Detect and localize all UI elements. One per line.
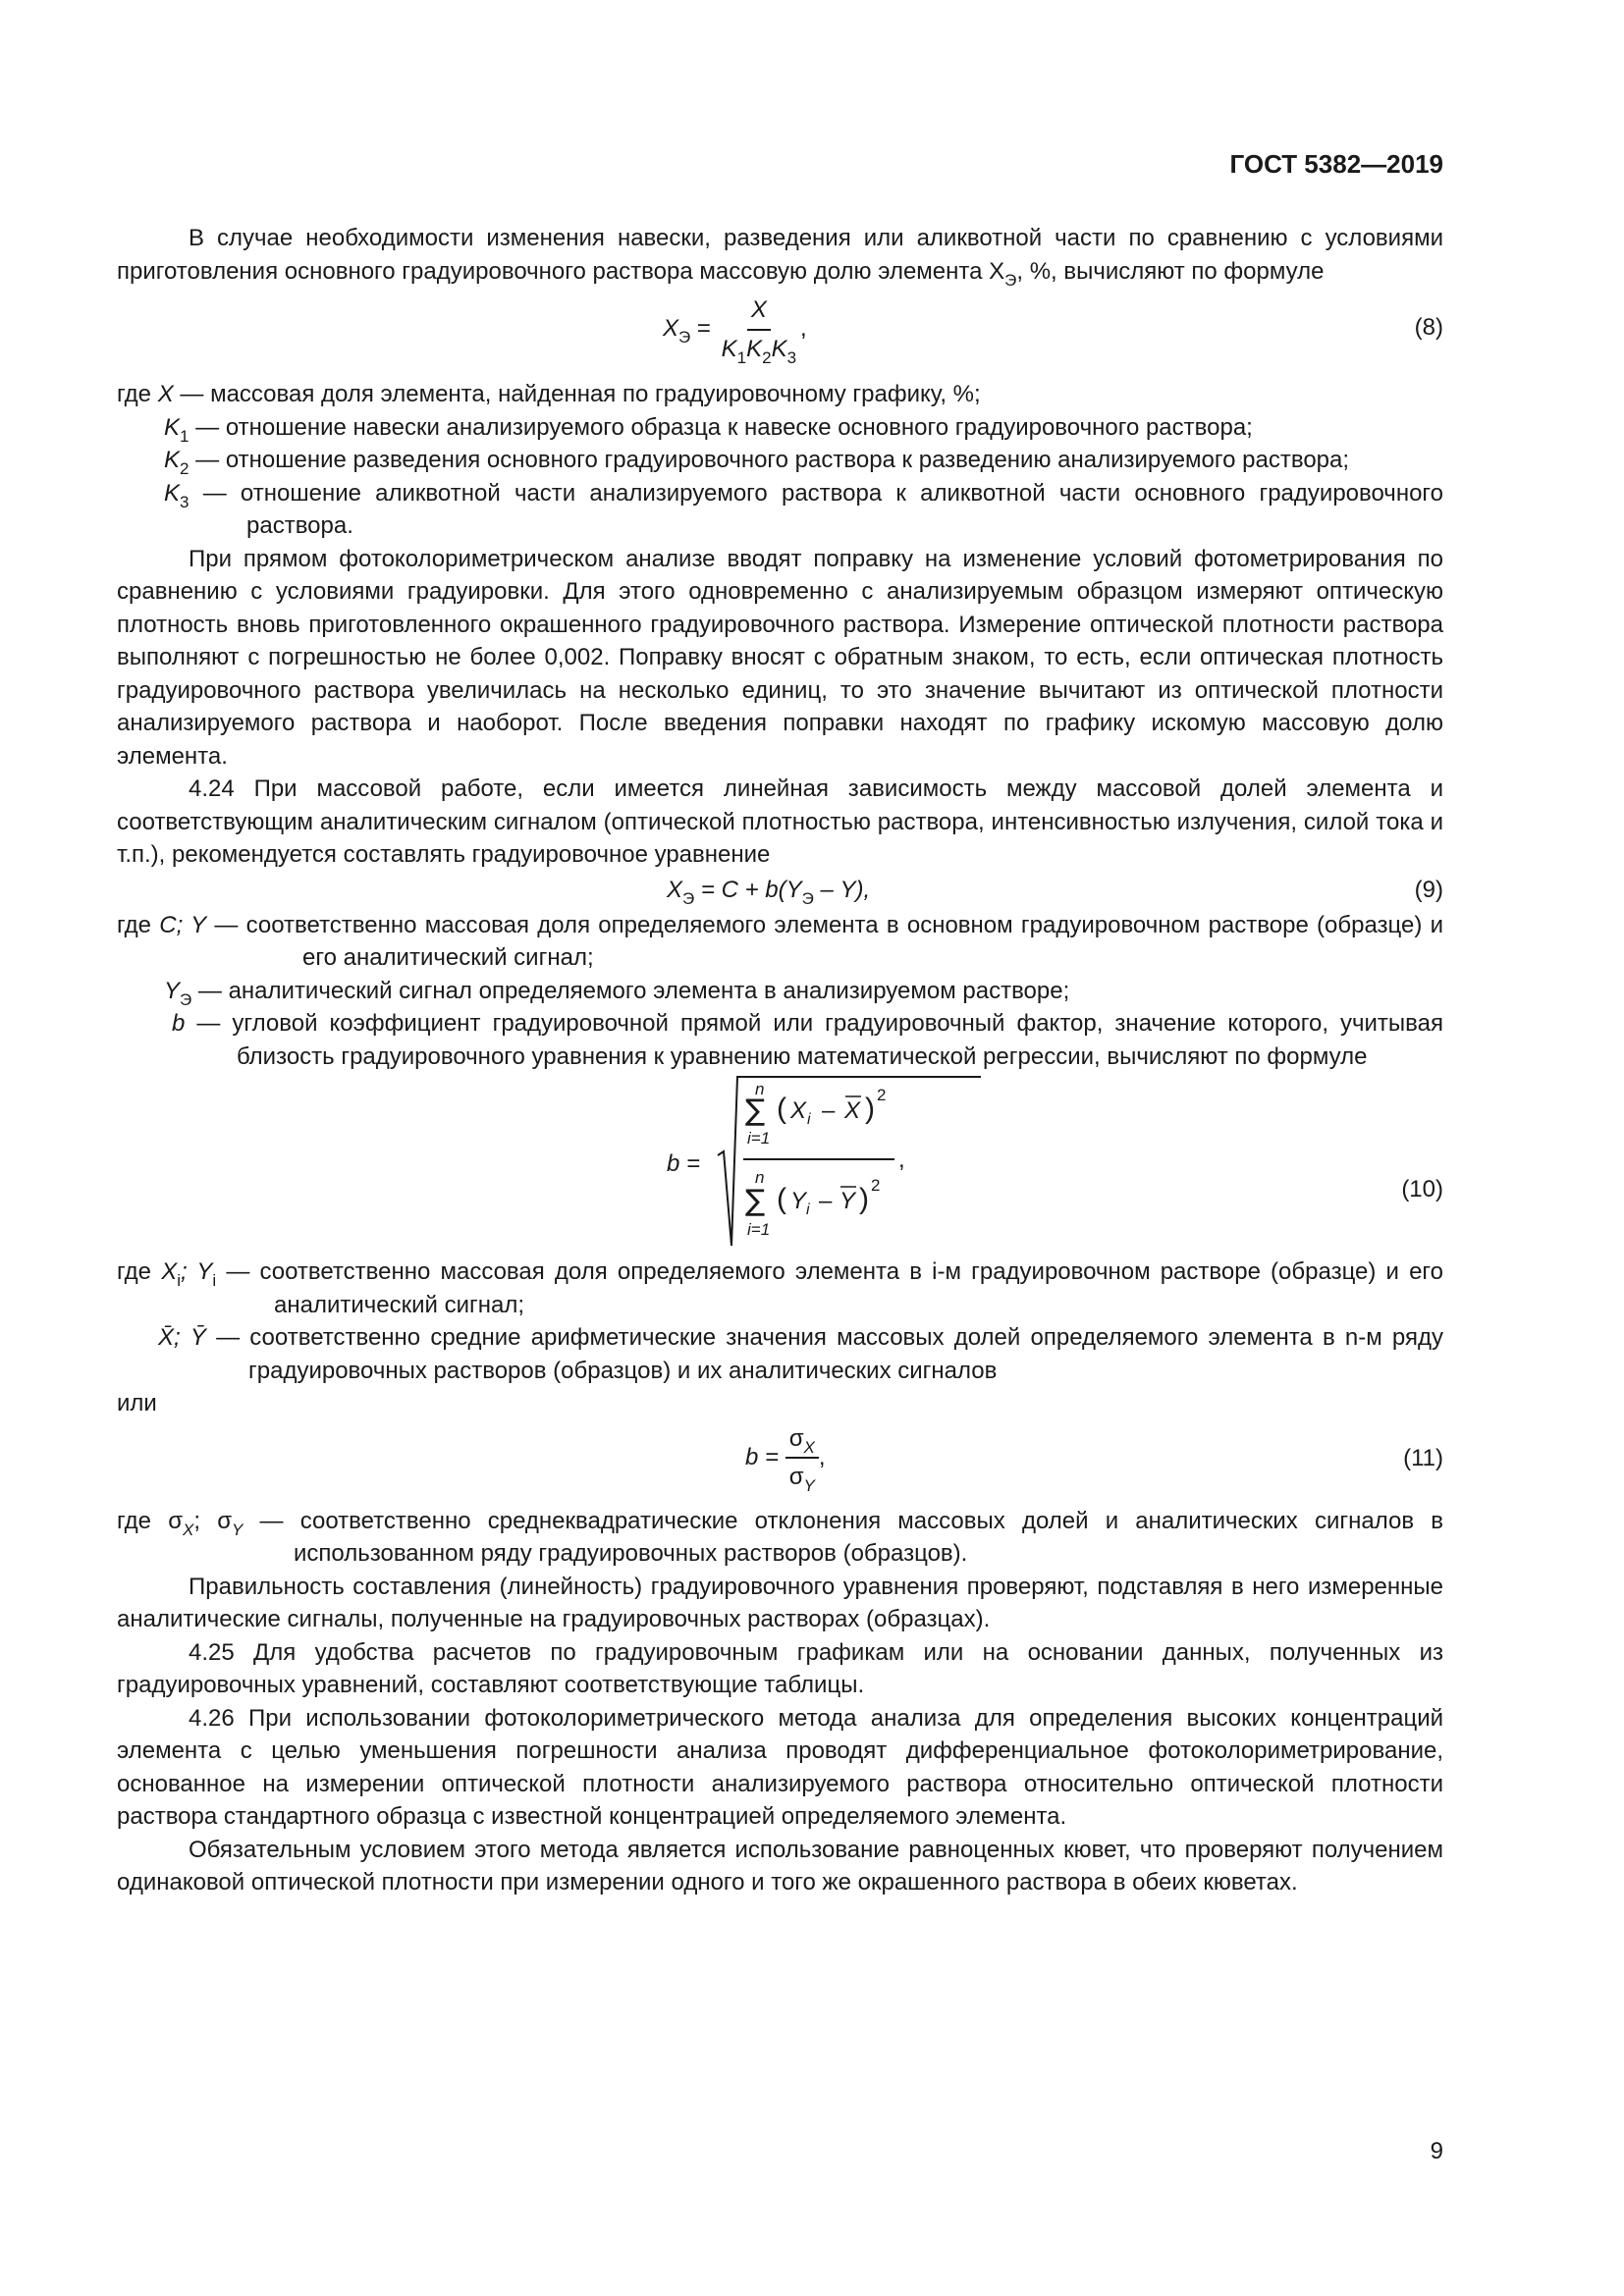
- equation-10: [117, 1073, 1443, 1255]
- den-mean: Y: [839, 1188, 856, 1214]
- paren: ): [859, 1183, 869, 1215]
- paragraph-4-24: 4.24 При массовой работе, если имеется линейная зависимость между массовой долей элемента и соответствующим аналитическим сигналом (оптической плотностью раствора, интенсивностью излучения, силой тока и т.п.), рекомендуется составлять градуировочное уравнение: [117, 775, 1443, 868]
- minus: –: [822, 1097, 836, 1124]
- sum-sign: ∑: [745, 1184, 766, 1218]
- page-number: 9: [1430, 2138, 1443, 2164]
- where-item: где $\sigma_X$; $\sigma_Y$ — соответственно среднеквадратические отклонения массовых долей и аналитических сигналов в использованном ряду градуировочных растворов (образцов).: [117, 1507, 1443, 1567]
- equation-number: (9): [1414, 876, 1443, 903]
- where-item: $Y_Э$ — аналитический сигнал определяемого элемента в анализируемом растворе;: [164, 977, 1070, 1009]
- where-item: где $X_i$; $Y_i$ — соответственно массовая доля определяемого элемента в i-м градуировочном растворе (образце) и его аналитический сигнал;: [117, 1258, 1444, 1318]
- paragraph-last: Обязательным условием этого метода является использование равноценных кювет, что проверяют получением одинаковой оптической плотности при измерении одного и того же окрашенного раствора в обеих кюветах.: [117, 1836, 1443, 1896]
- where-item: X̄; Ȳ — соответственно средние арифметические значения массовых долей определяемого элемента в n-м ряду градуировочных растворов (образцов) и их аналитических сигналов: [158, 1324, 1444, 1384]
- equation-number: (8): [1414, 314, 1443, 341]
- num-mean: X: [844, 1097, 861, 1124]
- paragraph-correctness: Правильность составления (линейность) градуировочного уравнения проверяют, подставляя в него измеренные аналитические сигналы, полученные на градуировочных растворах (образцах).: [117, 1573, 1443, 1632]
- equation-8: $X_Э$ = $\frac{X}{K_1K_2K_3}$ , (8): [117, 288, 1443, 378]
- paragraph-4-25: 4.25 Для удобства расчетов по градуировочным графикам или на основании данных, полученных из градуировочных уравнений, составляют соответствующие таблицы.: [117, 1638, 1443, 1698]
- intro-paragraph: В случае необходимости изменения навески, разведения или аликвотной части по сравнению с условиями приготовления основного градуировочного раствора массовую долю элемента $X_Э$, %, вычисляют по формуле: [117, 225, 1443, 290]
- where-item: где C; Y — соответственно массовая доля определяемого элемента в основном градуировочном растворе (образце) и его аналитический сигнал;: [117, 911, 1444, 971]
- where-item: где X — массовая доля элемента, найденная по градуировочному графику, %;: [117, 381, 981, 407]
- sqrt-fraction-formula: [667, 1073, 981, 1252]
- paragraph-4-26: 4.26 При использовании фотоколориметрического метода анализа для определения высоких концентраций элемента с целью уменьшения погрешности анализа проводят дифференциальное фотоколориметрирование, основанное на измерении оптической плотности анализируемого раствора относительно оптической плотности раствора стандартного образца с известной концентрацией определяемого элемента.: [117, 1704, 1443, 1830]
- equation-11: b = $\frac{\sigma_X}{\sigma_Y}$ , (11): [117, 1420, 1443, 1505]
- den-var: Y: [790, 1188, 807, 1214]
- or-word: или: [117, 1390, 157, 1416]
- paragraph-direct: При прямом фотоколориметрическом анализе вводят поправку на изменение условий фотометрирования по сравнению с условиями градуировки. Для этого одновременно с анализируемым образцом измеряют оптическую плотность вновь приготовленного окрашенного градуировочного раствора. Измерение оптической плотности раствора выполняют с погрешностью не более 0,002. Поправку вносят с обратным знаком, то есть, если оптическая плотность градуировочного раствора увеличилась на несколько единиц, то это значение вычитают из оптической плотности анализируемого раствора и наоборот. После введения поправки находят по графику искомую массовую долю элемента.: [117, 545, 1443, 770]
- den-sub: i: [806, 1201, 810, 1218]
- equation-9: $X_Э = C + b(Y_Э - Y)$, (9): [117, 872, 1443, 909]
- comma: ,: [898, 1147, 905, 1173]
- body-text: [117, 222, 1443, 1899]
- num-sub: i: [807, 1111, 811, 1128]
- power: 2: [877, 1086, 887, 1104]
- equation-number: (10): [1401, 1176, 1443, 1202]
- paren: ): [865, 1093, 875, 1125]
- equation-number: (11): [1403, 1444, 1443, 1471]
- num-var: X: [790, 1097, 807, 1124]
- where-item: $K_2$ — отношение разведения основного градуировочного раствора к разведению анализируемого раствора;: [164, 447, 1350, 478]
- sum-bottom: i=1: [747, 1129, 771, 1148]
- power: 2: [871, 1176, 881, 1195]
- minus: –: [819, 1188, 833, 1214]
- standard-code: ГОСТ 5382—2019: [1229, 149, 1443, 179]
- where-item: $K_3$ — отношение аликвотной части анализируемого раствора к аликвотной части основного градуировочного раствора.: [164, 479, 1443, 539]
- sum-bottom: i=1: [747, 1220, 771, 1239]
- paren: (: [777, 1093, 786, 1125]
- sum-top: n: [755, 1080, 765, 1098]
- paren: (: [777, 1183, 786, 1215]
- formula-lhs: b =: [667, 1150, 701, 1177]
- sum-top: n: [755, 1168, 765, 1187]
- where-item: $K_1$ — отношение навески анализируемого образца к навеске основного градуировочного раствора;: [164, 413, 1253, 446]
- where-item: b — угловой коэффициент градуировочной прямой или градуировочный фактор, значение которого, учитывая близость градуировочного уравнения к уравнению математической регрессии, вычисляют по формуле: [172, 1010, 1443, 1070]
- sum-sign: ∑: [745, 1094, 766, 1128]
